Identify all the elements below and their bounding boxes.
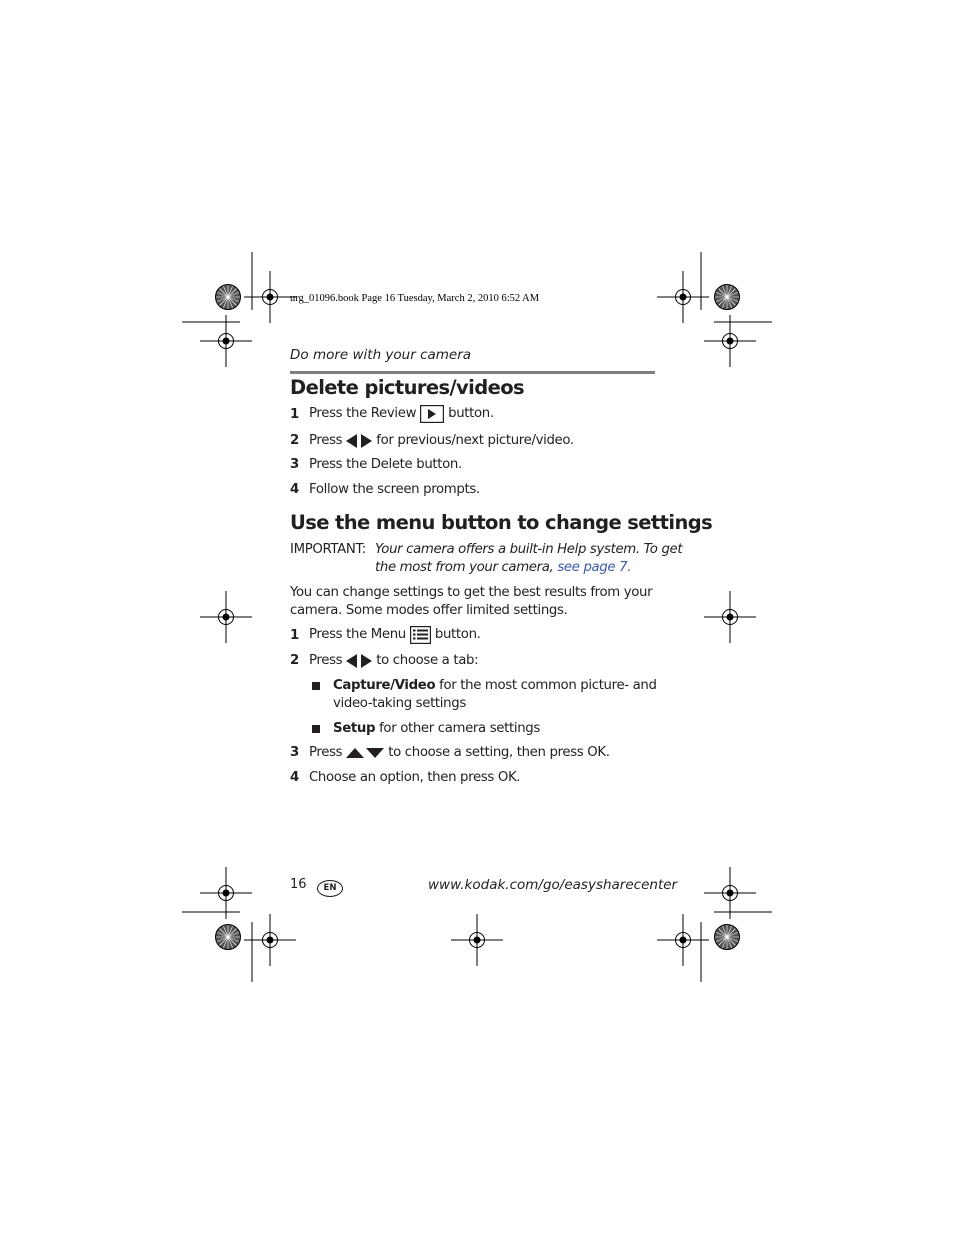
step-text: Press the Review — [309, 406, 417, 421]
important-label: IMPORTANT: — [290, 542, 366, 557]
step-text: Follow the screen prompts. — [309, 482, 480, 497]
star-target-icon — [715, 925, 740, 950]
registration-mark-icon — [451, 914, 503, 966]
step-number: 1 — [290, 407, 299, 422]
registration-mark-icon — [704, 591, 756, 643]
bullet-term: Setup — [333, 721, 376, 736]
footer-url[interactable]: www.kodak.com/go/easysharecenter — [428, 877, 678, 893]
bullet-text: for the most common picture- and — [439, 678, 657, 693]
step-text: Press — [309, 745, 343, 760]
important-text-line1: Your camera offers a built-in Help system. To get — [375, 542, 683, 557]
star-target-icon — [216, 285, 241, 310]
step-number: 1 — [290, 628, 299, 643]
intro-line-2: camera. Some modes offer limited settings. — [290, 603, 568, 618]
step-number: 3 — [290, 457, 299, 472]
link-period: . — [627, 560, 632, 575]
registration-mark-icon — [200, 591, 252, 643]
menu-list-icon — [410, 626, 431, 644]
step-text: to choose a setting, then press OK. — [388, 745, 610, 760]
important-text-line2 — [375, 559, 631, 577]
bullet-text-cont: video-taking settings — [333, 696, 466, 711]
review-play-icon — [420, 405, 444, 423]
step-text: Press the Menu — [309, 627, 406, 642]
see-page-link[interactable]: see page 7 — [557, 560, 628, 575]
step-text: Press — [309, 653, 343, 668]
step-text: for previous/next picture/video. — [376, 433, 574, 448]
registration-mark-icon — [200, 867, 252, 919]
star-target-icon — [216, 925, 241, 950]
bullet-square-icon — [312, 682, 320, 690]
section-title-menu: Use the menu button to change settings — [290, 511, 713, 534]
step-number: 2 — [290, 433, 299, 448]
left-right-arrows-icon — [346, 433, 372, 449]
step-number: 3 — [290, 745, 299, 760]
header-rule — [290, 371, 655, 374]
step-text: button. — [434, 627, 481, 642]
step-text: Press — [309, 433, 343, 448]
step-text: to choose a tab: — [376, 653, 479, 668]
step-text: Choose an option, then press OK. — [309, 770, 521, 785]
language-badge: EN — [317, 880, 343, 897]
section-title-delete: Delete pictures/videos — [290, 376, 525, 399]
bullet-term: Capture/Video — [333, 678, 436, 693]
left-right-arrows-icon — [346, 653, 372, 669]
registration-mark-icon — [200, 315, 252, 367]
step-number: 4 — [290, 770, 299, 785]
step-text: Press the Delete button. — [309, 457, 462, 472]
step-number: 2 — [290, 653, 299, 668]
slug-line: urg_01096.book Page 16 Tuesday, March 2, 2010 6:52 AM — [290, 293, 540, 304]
page-number: 16 — [290, 877, 307, 892]
up-down-arrows-icon — [346, 746, 384, 760]
registration-mark-icon — [704, 867, 756, 919]
step-text: button. — [448, 406, 494, 421]
registration-mark-icon — [704, 315, 756, 367]
running-head: Do more with your camera — [290, 347, 472, 363]
bullet-square-icon — [312, 725, 320, 733]
important-text: the most from your camera, — [375, 560, 554, 575]
step-number: 4 — [290, 482, 299, 497]
star-target-icon — [715, 285, 740, 310]
intro-line-1: You can change settings to get the best results from your — [290, 585, 653, 600]
bullet-text: for other camera settings — [379, 721, 540, 736]
